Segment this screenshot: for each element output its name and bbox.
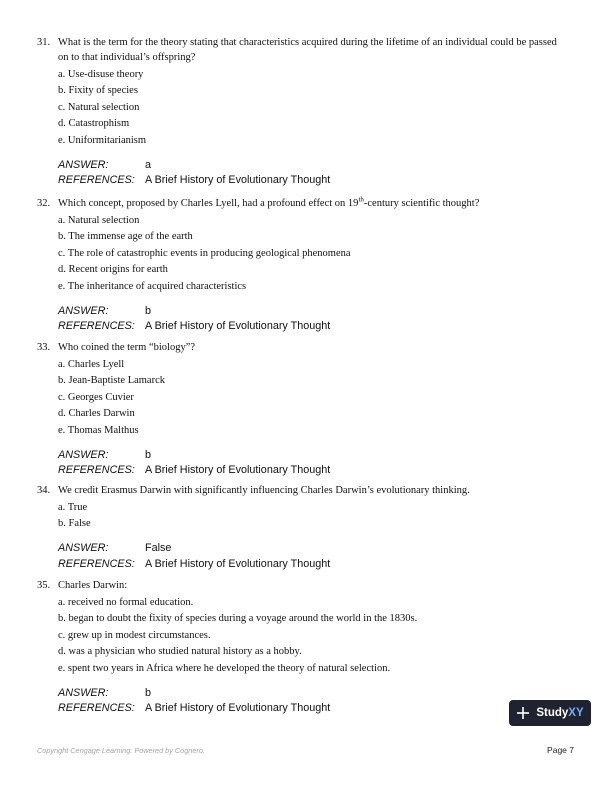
question-stem [37, 196, 597, 211]
question-33 [37, 340, 597, 479]
page-number: Page 7 [547, 745, 574, 755]
option-c: c. Natural selection [58, 101, 140, 113]
question-35 [37, 578, 597, 717]
question-31 [37, 35, 597, 189]
option-d: d. Recent origins for earth [58, 264, 168, 275]
references-line [58, 463, 597, 479]
references-label: REFERENCES: [58, 174, 135, 186]
answer-label: ANSWER: [58, 542, 109, 554]
question-stem [37, 578, 597, 593]
option-e: e. spent two years in Africa where he developed the theory of natural selection. [58, 662, 391, 674]
plus-icon [516, 706, 530, 720]
badge-text-accent: XY [568, 707, 584, 719]
answer-value: b [145, 304, 152, 317]
question-34 [37, 483, 597, 572]
answer-line [58, 304, 597, 320]
question-stem [37, 35, 597, 65]
question-number: 34. [37, 485, 51, 496]
references-line [58, 557, 597, 573]
stem-text: We credit Erasmus Darwin with significantly influencing Charles Darwin’s evolutionary thinking. [58, 485, 470, 496]
references-label: REFERENCES: [58, 464, 135, 476]
stem-line-1: What is the term for the theory stating that characteristics acquired during the lifetime of an individual could be passed [58, 37, 557, 48]
references-value: A Brief History of Evolutionary Thought [145, 702, 331, 714]
option-a: a. True [58, 501, 88, 513]
references-label: REFERENCES: [58, 320, 135, 332]
stem-line-2: on to that individual’s offspring? [58, 52, 196, 63]
answer-label: ANSWER: [58, 158, 109, 171]
stem-text: Who coined the term “biology”? [58, 342, 196, 353]
answer-value: a [145, 158, 152, 171]
option-c: c. The role of catastrophic events in producing geological phenomena [58, 247, 351, 259]
option-b: b. Fixity of species [58, 85, 138, 96]
option-e: e. Uniformitarianism [58, 134, 147, 146]
option-e: e. Thomas Malthus [58, 424, 139, 436]
option-b: b. False [58, 518, 91, 529]
option-a: a. received no formal education. [58, 596, 194, 608]
option-a: a. Use-disuse theory [58, 68, 144, 80]
references-value: A Brief History of Evolutionary Thought [145, 320, 331, 332]
option-a: a. Natural selection [58, 214, 140, 226]
option-a: a. Charles Lyell [58, 358, 125, 370]
answer-label: ANSWER: [58, 448, 109, 461]
badge-text-main: Study [536, 707, 569, 719]
option-e: e. The inheritance of acquired characteristics [58, 280, 247, 292]
footer-copyright: Copyright Cengage Learning. Powered by Cognero. [37, 746, 205, 755]
references-label: REFERENCES: [58, 702, 135, 714]
badge-text [536, 707, 583, 719]
studyxy-badge[interactable] [509, 700, 591, 726]
option-b: b. The immense age of the earth [58, 231, 193, 242]
references-value: A Brief History of Evolutionary Thought [145, 557, 331, 570]
references-line [58, 319, 597, 335]
option-d: d. was a physician who studied natural history as a hobby. [58, 646, 302, 657]
question-number: 32. [37, 198, 51, 209]
option-c: c. Georges Cuvier [58, 391, 134, 403]
answer-line [58, 158, 597, 174]
option-d: d. Catastrophism [58, 118, 130, 129]
question-stem [37, 340, 597, 355]
answer-line [58, 686, 597, 702]
option-b: b. Jean-Baptiste Lamarck [58, 375, 165, 386]
answer-label: ANSWER: [58, 686, 109, 699]
question-32 [37, 196, 597, 335]
references-label: REFERENCES: [58, 557, 135, 570]
references-line [58, 173, 597, 189]
question-number: 35. [37, 580, 51, 591]
answer-line [58, 448, 597, 464]
answer-value: False [145, 542, 172, 554]
answer-label: ANSWER: [58, 304, 109, 317]
references-value: A Brief History of Evolutionary Thought [145, 464, 331, 476]
option-c: c. grew up in modest circumstances. [58, 629, 211, 641]
stem-post: -century scientific thought? [363, 198, 480, 209]
stem-pre: Which concept, proposed by Charles Lyell, had a profound effect on 19 [58, 198, 359, 209]
answer-value: b [145, 686, 152, 699]
option-d: d. Charles Darwin [58, 408, 135, 419]
answer-line [58, 541, 597, 557]
stem-superscript: th [358, 195, 364, 204]
question-stem [37, 483, 597, 498]
question-number: 31. [37, 37, 51, 48]
stem-text: Charles Darwin: [58, 580, 128, 591]
references-value: A Brief History of Evolutionary Thought [145, 174, 331, 186]
answer-value: b [145, 448, 152, 461]
question-number: 33. [37, 342, 51, 353]
option-b: b. began to doubt the fixity of species during a voyage around the world in the 1830s. [58, 613, 418, 624]
